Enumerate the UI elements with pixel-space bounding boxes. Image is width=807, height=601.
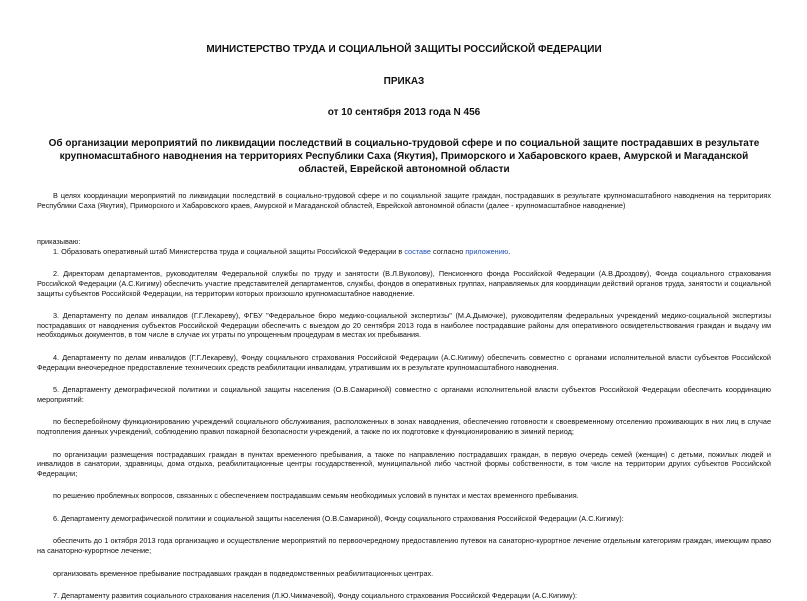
item-1-text-before: 1. Образовать оперативный штаб Министерства труда и социальной защиты Российской Федерации в [53, 246, 405, 256]
item-4-paragraph: 4. Департаменту по делам инвалидов (Г.Г.Лекареву), Фонду социального страхования Российской Федерации (А.С.Кигиму) обеспечить совместно с органами исполнительной власти субъектов Российской Федерации внеочередное предоставление технических средств реабилитации инвалидам, утратившим их в результате крупномасштабного наводнения. [37, 352, 771, 372]
ministry-heading: МИНИСТЕРСТВО ТРУДА И СОЦИАЛЬНОЙ ЗАЩИТЫ РОССИЙСКОЙ ФЕДЕРАЦИИ [206, 44, 602, 55]
item-3-paragraph: 3. Департаменту по делам инвалидов (Г.Г.Лекареву), ФГБУ "Федеральное бюро медико-социальной экспертизы" (М.А.Дымочке), руководителям федеральных учреждений медико-социальной экспертизы пострадавших от наводнения субъектов Российской Федерации обеспечить с выездом до 20 сентября 2013 года в наиболее пострадавшие районы для оперативного освидетельствования граждан и выдачу им необходимых документов, в том числе в случае их утраты по упрощенным процедурам в местах их пребывания. [37, 311, 771, 340]
item-6-paragraph: 6. Департаменту демографической политики и социальной защиты населения (О.В.Самариной), Фонду социального страхования Российской Федерации (А.С.Кигиму): [53, 513, 624, 523]
item-2-paragraph: 2. Директорам департаментов, руководителям Федеральной службы по труду и занятости (В.Л.Вуколову), Пенсионного фонда Российской Федерации (А.В.Дроздову), Фонда социального страхования Российской Федерации (А.С.Кигиму) обеспечить участие представителей департаментов, службы, фондов в оперативных группах, направляемых для координации действий органов труда, занятости и социальной защиты субъектов Российской Федерации, на территории которых произошло крупномасштабное наводнение. [37, 269, 771, 298]
item-7-paragraph: 7. Департаменту развития социального страхования населения (Л.Ю.Чикмачевой), Фонду социального страхования Российской Федерации (А.С.Кигиму): [53, 591, 578, 601]
item-1-text-after: . [508, 246, 511, 256]
document-title: Об организации мероприятий по ликвидации последствий в социально-трудовой сфере и по социальной защите пострадавших в результате крупномасштабного наводнения на территориях Республики Саха (Якутия), Приморского и Хабаровского краев, Амурской и Магаданской областей, Еврейской автономной области [48, 138, 760, 175]
item-6b-paragraph: организовать временное пребывание пострадавших граждан в подведомственных реабилитационных центрах. [53, 568, 434, 578]
item-5c-paragraph: по решению проблемных вопросов, связанных с обеспечением пострадавшим семьям необходимых условий в пунктах и местах временного пребывания. [53, 491, 579, 501]
item-5a-paragraph: по бесперебойному функционированию учреждений социального обслуживания, расположенных в зонах наводнения, обеспечению готовности к своевременному отселению проживающих в них лиц в случае подтопления данных учреждений, соблюдению правил пожарной безопасности учреждений, а также по их подготовке к функционированию в зимний период; [37, 417, 771, 436]
date-number-heading: от 10 сентября 2013 года N 456 [327, 107, 481, 118]
item-5b-paragraph: по организации размещения пострадавших граждан в пунктах временного пребывания, а также по направлению пострадавших граждан, в первую очередь семей (женщин) с детьми, пожилых людей и инвалидов в санатории, здравницы, дома отдыха, реабилитационные центры государственной, муниципальной либо частной формы собственности, в том числе на территории других субъектов Российской Федерации; [37, 449, 771, 478]
item-1-paragraph [37, 247, 771, 257]
order-word: приказываю: [37, 237, 81, 247]
composition-link[interactable]: составе [404, 246, 431, 256]
doc-type-heading: ПРИКАЗ [383, 76, 425, 87]
item-1-text-middle: согласно [430, 246, 466, 256]
item-5-paragraph: 5. Департаменту демографической политики и социальной защиты населения (О.В.Самариной) совместно с органами исполнительной власти субъектов Российской Федерации обеспечить координацию мероприятий: [37, 385, 771, 404]
preamble-paragraph: В целях координации мероприятий по ликвидации последствий в социально-трудовой сфере и по социальной защите граждан, пострадавших в результате крупномасштабного наводнения на территориях Республики Саха (Якутия), Приморского и Хабаровского краев, Амурской и Магаданской областей, Еврейской автономной области (далее - крупномасштабное наводнение) [37, 191, 771, 210]
item-6a-paragraph: обеспечить до 1 октября 2013 года организацию и осуществление мероприятий по первоочередному предоставлению путевок на санаторно-курортное лечение отдельным категориям граждан, имеющим право на санаторно-курортное лечение; [37, 536, 771, 556]
appendix-link[interactable]: приложению [465, 246, 509, 256]
